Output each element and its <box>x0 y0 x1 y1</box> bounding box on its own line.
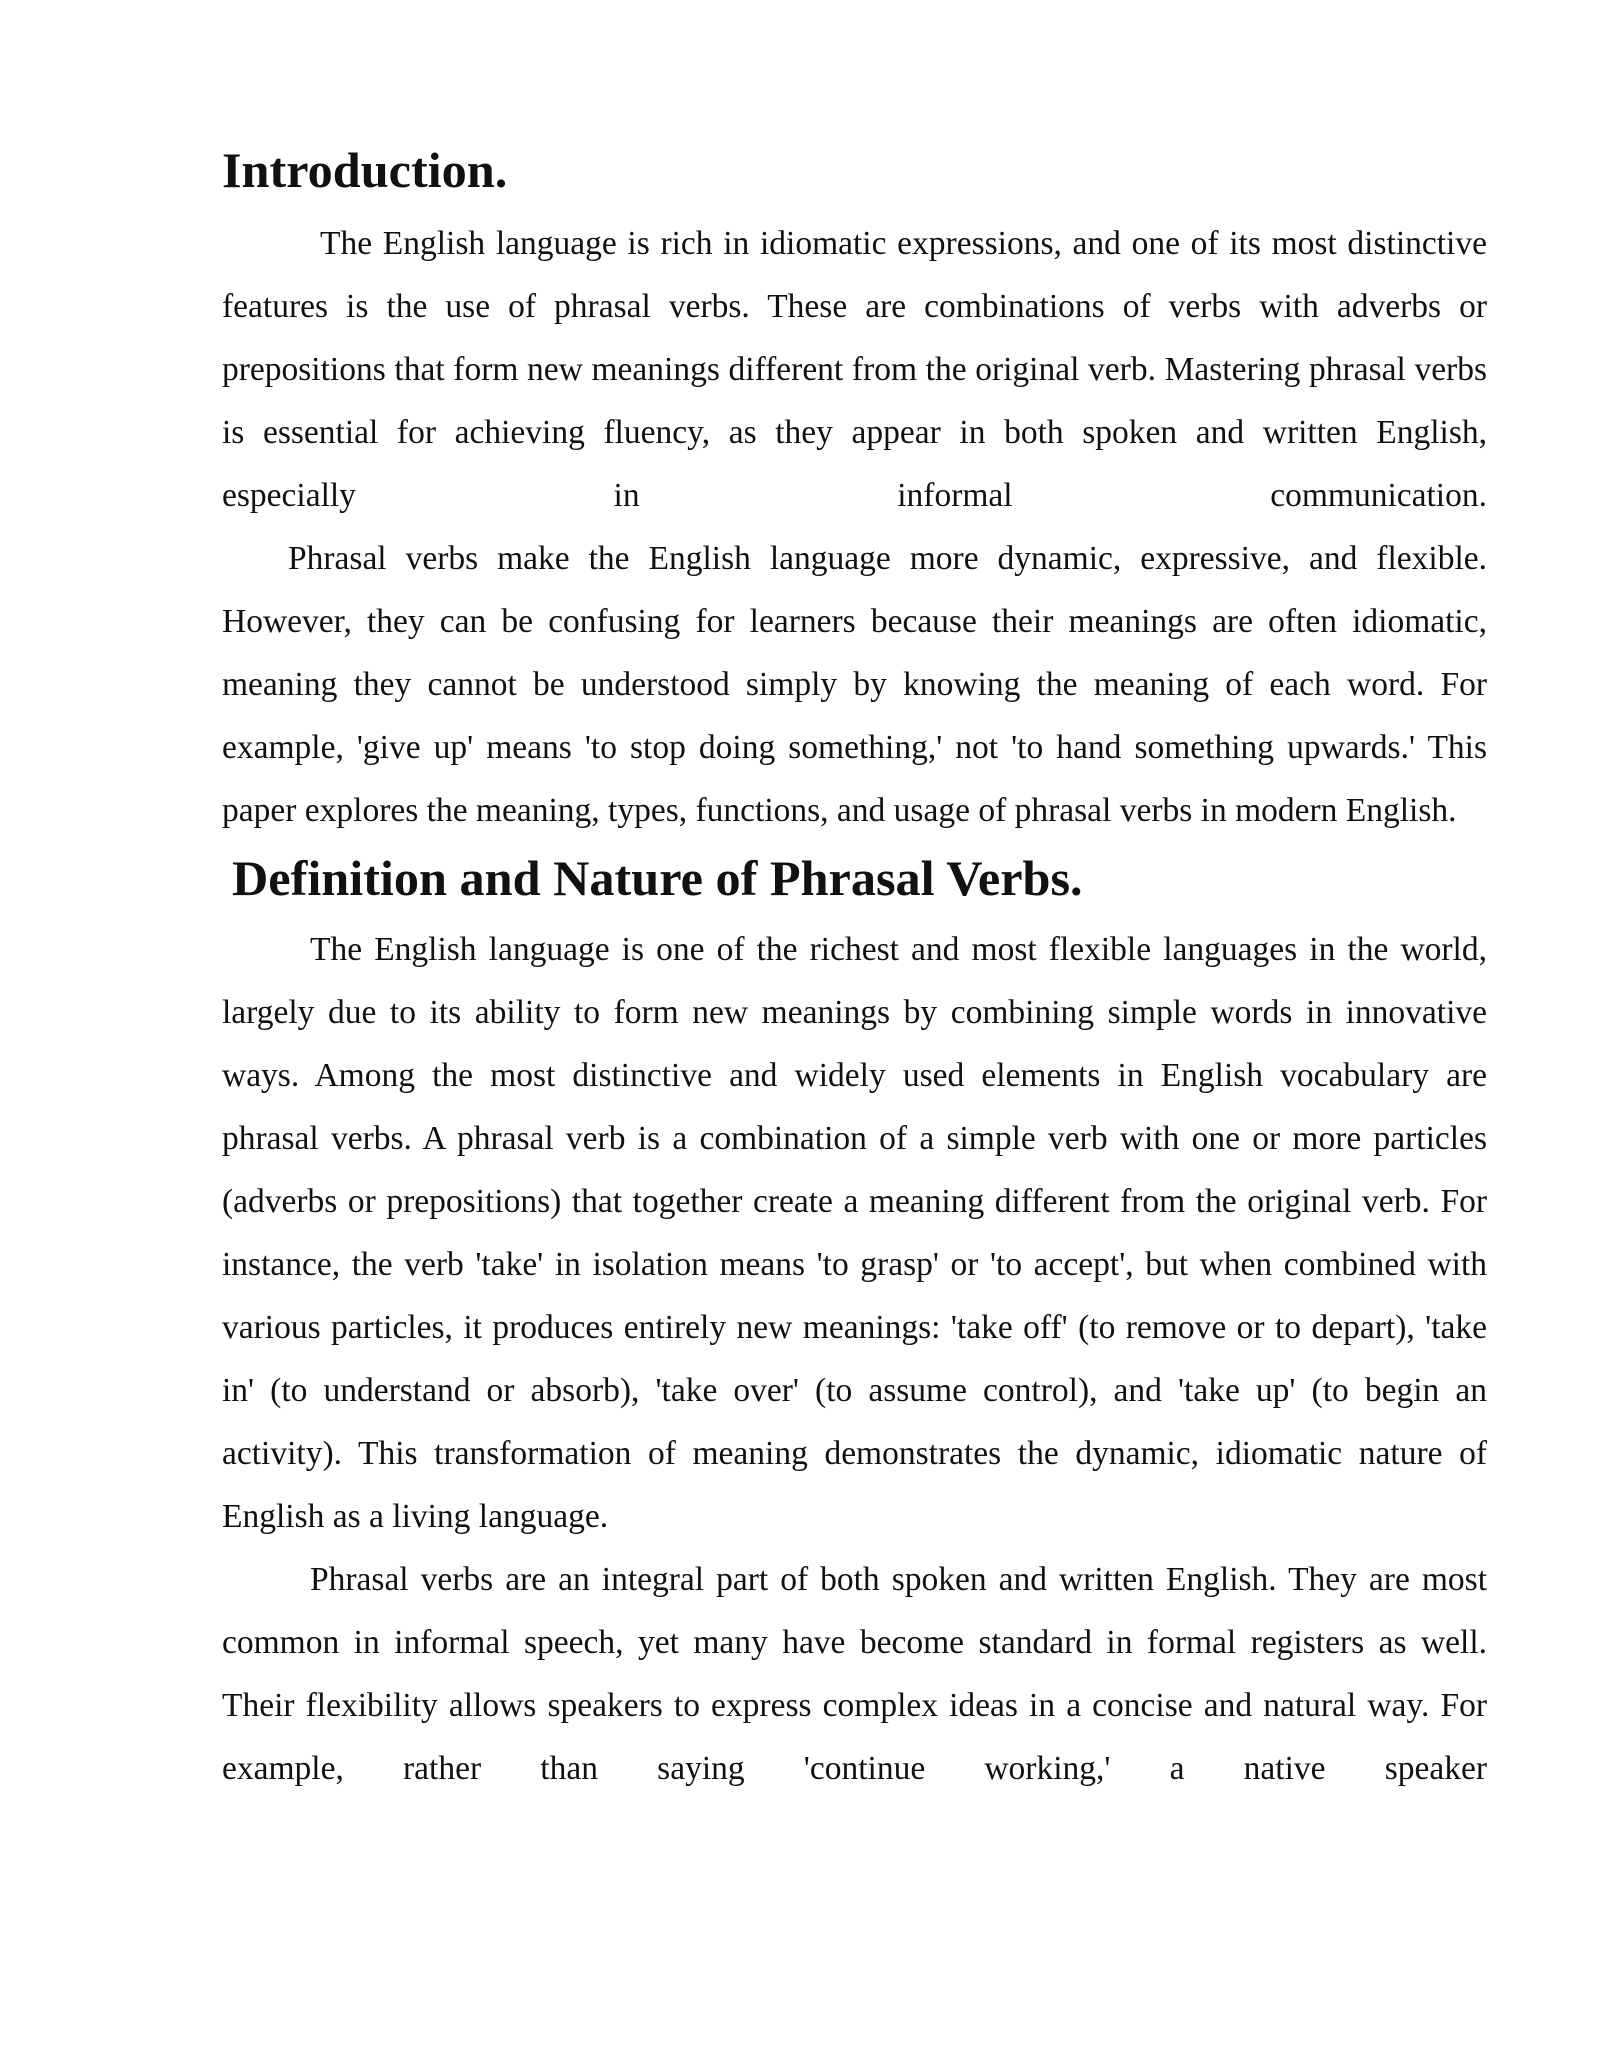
section-heading-definition: Definition and Nature of Phrasal Verbs. <box>232 850 1083 906</box>
definition-paragraph-1: The English language is one of the richest and most flexible languages in the world, largely due to its ability to form new meanings by combining simple words in innovative ways. Among the most distinctive and widely used elements in English vocabulary are phrasal verbs. A phrasal verb is a combination of a simple verb with one or more particles (adverbs or prepositions) that together create a meaning different from the original verb. For instance, the verb 'take' in isolation means 'to grasp' or 'to accept', but when combined with various particles, it produces entirely new meanings: 'take off' (to remove or to depart), 'take in' (to understand or absorb), 'take over' (to assume control), and 'take up' (to begin an activity). This transformation of meaning demonstrates the dynamic, idiomatic nature of English as a living language. <box>222 931 1487 1535</box>
intro-paragraph-1: The English language is rich in idiomatic expressions, and one of its most distinctive features is the use of phrasal verbs. These are combinations of verbs with adverbs or prepositions that form new meanings different from the original verb. Mastering phrasal verbs is essential for achieving fluency, as they appear in both spoken and written English, especially in informal communication. <box>222 225 1487 514</box>
document-page <box>222 142 1487 1800</box>
intro-paragraph-2: Phrasal verbs make the English language more dynamic, expressive, and flexible. However, they can be confusing for learners because their meanings are often idiomatic, meaning they cannot be understood simply by knowing the meaning of each word. For example, 'give up' means 'to stop doing something,' not 'to hand something upwards.' This paper explores the meaning, types, functions, and usage of phrasal verbs in modern English. <box>222 540 1487 829</box>
definition-paragraph-2: Phrasal verbs are an integral part of both spoken and written English. They are most common in informal speech, yet many have become standard in formal registers as well. Their flexibility allows speakers to express complex ideas in a concise and natural way. For example, rather than saying 'continue working,' a native speaker <box>222 1561 1487 1787</box>
section-heading-introduction: Introduction. <box>222 142 508 198</box>
